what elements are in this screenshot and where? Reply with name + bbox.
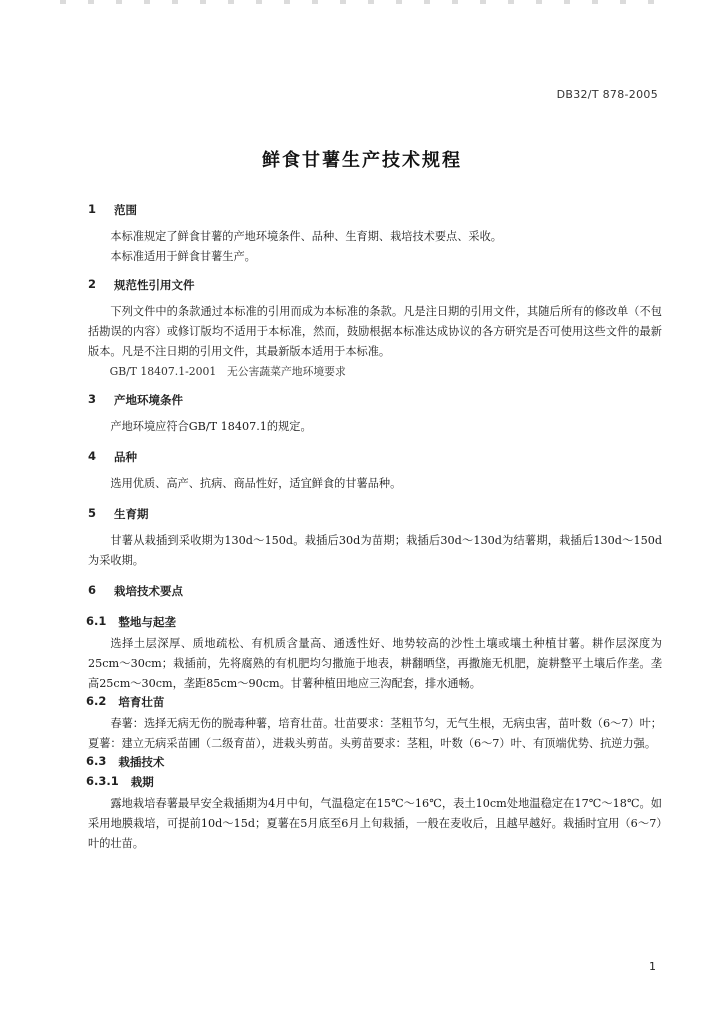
section-4 — [88, 449, 662, 494]
paragraph: 本标准规定了鲜食甘薯的产地环境条件、品种、生育期、栽培技术要点、采收。 — [110, 230, 502, 243]
subsection-heading — [86, 694, 662, 710]
subsubsection-heading — [86, 774, 662, 790]
subsection-number: 6.3 — [86, 754, 107, 768]
subsubsection-number: 6.3.1 — [86, 774, 119, 788]
subsection-title: 栽插技术 — [118, 755, 165, 769]
subsection-title: 整地与起垄 — [118, 615, 176, 629]
section-title: 栽培技术要点 — [114, 584, 183, 598]
paragraph: 产地环境应符合GB/T 18407.1的规定。 — [110, 420, 312, 433]
document-body — [88, 202, 662, 854]
section-title: 范围 — [114, 203, 137, 217]
section-2 — [88, 277, 662, 382]
section-heading — [88, 392, 662, 408]
section-number: 5 — [88, 506, 97, 520]
section-heading — [88, 202, 662, 218]
section-title: 规范性引用文件 — [114, 278, 195, 292]
section-title: 生育期 — [114, 507, 149, 521]
section-6 — [88, 583, 662, 854]
document-title: 鲜食甘薯生产技术规程 — [262, 150, 462, 171]
subsection-title: 培育壮苗 — [118, 695, 165, 709]
normative-reference: GB/T 18407.1-2001 无公害蔬菜产地环境要求 — [109, 365, 346, 378]
standard-code: DB32/T 878-2005 — [556, 88, 658, 101]
section-number: 3 — [88, 392, 97, 406]
subsection-number: 6.2 — [86, 694, 107, 708]
paragraph: 下列文件中的条款通过本标准的引用而成为本标准的条款。凡是注日期的引用文件，其随后所有的修改单（不包括勘误的内容）或修订版均不适用于本标准，然而，鼓励根据本标准达成协议的各方研究是否可使用这些文件的最新版本。凡是不注日期的引用文件，其最新版本适用于本标准。 — [88, 305, 662, 358]
subsection-number: 6.1 — [86, 614, 107, 628]
section-title: 产地环境条件 — [114, 393, 183, 407]
section-heading — [88, 277, 662, 293]
section-number: 2 — [88, 277, 97, 291]
section-number: 4 — [88, 449, 97, 463]
paragraph: 甘薯从栽插到采收期为130d～150d。栽插后30d为苗期；栽插后30d～130d为结薯期，栽插后130d～150d为采收期。 — [88, 534, 662, 567]
section-heading — [88, 583, 662, 599]
section-number: 1 — [88, 202, 97, 216]
section-heading — [88, 449, 662, 465]
scan-top-edge — [60, 0, 664, 4]
section-1 — [88, 202, 662, 267]
page-number: 1 — [649, 960, 656, 973]
paragraph: 春薯：选择无病无伤的脱毒种薯，培育壮苗。壮苗要求：茎粗节匀，无气生根，无病虫害，苗叶数（6～7）叶；夏薯：建立无病采苗圃（二级育苗），进栽头剪苗。头剪苗要求：茎粗，叶数（6～7）叶、有顶端优势、抗逆力强。 — [88, 717, 662, 750]
paragraph: 本标准适用于鲜食甘薯生产。 — [110, 250, 256, 263]
subsection-heading — [86, 614, 662, 630]
subsubsection-title: 栽期 — [130, 775, 154, 789]
section-3 — [88, 392, 662, 437]
subsection-heading — [86, 754, 662, 770]
section-5 — [88, 506, 662, 571]
section-number: 6 — [88, 583, 97, 597]
paragraph: 露地栽培春薯最早安全栽插期为4月中旬，气温稳定在15℃～16℃，表土10cm处地温稳定在17℃～18℃。如采用地膜栽培，可提前10d～15d；夏薯在5月底至6月上旬栽插，一般在麦收后，且越早越好。栽插时宜用（6～7）叶的壮苗。 — [88, 797, 662, 850]
paragraph: 选择土层深厚、质地疏松、有机质含量高、通透性好、地势较高的沙性土壤或壤土种植甘薯。耕作层深度为 25cm～30cm；栽插前，先将腐熟的有机肥均匀撒施于地表，耕翻晒垡，再撒施无机肥，旋耕整平土壤后作垄。垄高25cm～30cm，垄距85cm～90cm。甘薯种植田地应三沟配套，排水通畅。 — [88, 637, 662, 690]
section-title: 品种 — [114, 450, 137, 464]
section-heading — [88, 506, 662, 522]
paragraph: 选用优质、高产、抗病、商品性好，适宜鲜食的甘薯品种。 — [110, 477, 402, 490]
